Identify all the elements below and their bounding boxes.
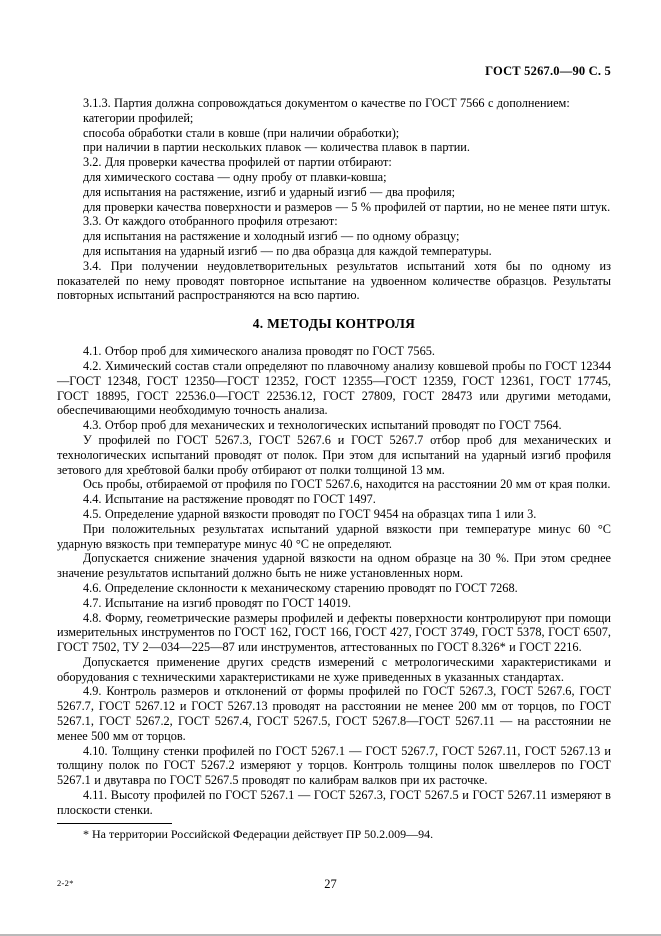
paragraph: 3.1.3. Партия должна сопровождаться документом о качестве по ГОСТ 7566 с дополнением: [83,96,570,110]
paragraph: 4.11. Высоту профилей по ГОСТ 5267.1 — ГОСТ 5267.3, ГОСТ 5267.5 и ГОСТ 5267.11 измеряют в плоскости стенки. [57,788,611,817]
paragraph: Ось пробы, отбираемой от профиля по ГОСТ 5267.6, находится на расстоянии 20 мм от края полки. [83,477,611,492]
paragraph: Допускается применение других средств измерений с метрологическими характеристиками и оборудования с техническими характеристиками не хуже приведенных в указанных стандартах. [57,654,611,684]
paragraph: 4.10. Толщину стенки профилей по ГОСТ 5267.1 — ГОСТ 5267.7, ГОСТ 5267.11, ГОСТ 5267.13 и толщину полок по ГОСТ 5267.2 измеряют у торцов. Контроль толщины полок швеллеров по ГОСТ 5267.1 и двутавра по ГОСТ 5267.5 проводят по калибрам валков при их расточке. [57,743,611,788]
paragraph: 4.8. Форму, геометрические размеры профилей и дефекты поверхности контролируют при помощи измерительных инструментов по ГОСТ 162, ГОСТ 166, ГОСТ 427, ГОСТ 3749, ГОСТ 5378, ГОСТ 6507, ГОСТ 7502, ТУ 2—034—225—87 или инструментов, аттестованных по ГОСТ 8.326* и ГОСТ 2216. [57,610,611,655]
paragraph: 4.2. Химический состав стали определяют по плавочному анализу ковшевой пробы по ГОСТ 12344—ГОСТ 12348, ГОСТ 12350—ГОСТ 12352, ГОСТ 12355—ГОСТ 12359, ГОСТ 12361, ГОСТ 17745, ГОСТ 18895, ГОСТ 22536.0—ГОСТ 22536.12, ГОСТ 27809, ГОСТ 28473 или другими методами, обеспечивающими необходимую точность анализа. [57,358,611,418]
paragraph: Допускается снижение значения ударной вязкости на одном образце на 30 %. При этом среднее значение результатов испытаний должно быть не ниже установленных норм. [57,551,611,581]
paragraph: У профилей по ГОСТ 5267.3, ГОСТ 5267.6 и ГОСТ 5267.7 отбор проб для механических и технологических испытаний проводят от полок. При этом для испытаний на ударный изгиб профиля зетового для хребтовой балки пробу отбирают от полки толщиной 13 мм. [57,432,611,477]
paragraph: 3.2. Для проверки качества профилей от партии отбирают: [83,155,392,170]
paragraph: 3.3. От каждого отобранного профиля отрезают: [83,214,338,229]
paragraph: 4.4. Испытание на растяжение проводят по ГОСТ 1497. [83,492,376,507]
footer-edition-mark: 2-2* [57,878,74,888]
page-number: 27 [324,877,337,891]
section-4-paragraphs [57,344,611,818]
doc-header: ГОСТ 5267.0—90 С. 5 [485,64,611,78]
paragraph: для испытания на ударный изгиб — по два образца для каждой температуры. [83,243,492,258]
footnote-rule [57,823,172,824]
paragraph: для испытания на растяжение, изгиб и ударный изгиб — два профиля; [83,184,456,199]
paragraph: категории профилей; [83,110,194,125]
paragraph: для химического состава — одну пробу от плавки-ковша; [83,169,387,184]
paragraph: 4.5. Определение ударной вязкости проводят по ГОСТ 9454 на образцах типа 1 или 3. [83,506,537,521]
paragraph: 4.7. Испытание на изгиб проводят по ГОСТ 14019. [83,595,351,610]
paragraph: 4.1. Отбор проб для химического анализа проводят по ГОСТ 7565. [83,344,435,359]
paragraph: для проверки качества поверхности и размеров — 5 % профилей от партии, но не менее пяти штук. [83,199,611,214]
paragraph: способа обработки стали в ковше (при наличии обработки); [83,125,400,140]
footnote-block [57,823,611,841]
paragraph: При положительных результатах испытаний ударной вязкости при температуре минус 60 °С ударную вязкость при температуре минус 40 °С не определяют. [57,521,611,551]
paragraph: 4.6. Определение склонности к механическому старению проводят по ГОСТ 7268. [83,580,518,595]
paragraph: при наличии в партии нескольких плавок — количества плавок в партии. [83,140,470,155]
section-heading: 4. МЕТОДЫ КОНТРОЛЯ [252,316,416,332]
paragraph: 3.4. При получении неудовлетворительных результатов испытаний хотя бы по одному из показателей по нему проводят повторное испытание на удвоенном количестве образцов. Результаты повторных испытаний распространяются на всю партию. [57,258,611,303]
section-3-paragraphs [57,96,611,303]
paragraph: 4.3. Отбор проб для механических и технологических испытаний проводят по ГОСТ 7564. [83,418,562,433]
paragraph: 4.9. Контроль размеров и отклонений от формы профилей по ГОСТ 5267.3, ГОСТ 5267.6, ГОСТ 5267.7, ГОСТ 5267.12 и ГОСТ 5267.13 проводят на расстоянии не менее 200 мм от торцов, по ГОСТ 5267.1, ГОСТ 5267.2, ГОСТ 5267.4, ГОСТ 5267.5, ГОСТ 5267.8—ГОСТ 5267.11 — на расстоянии не менее 500 мм от торцов. [57,684,611,743]
paragraph: для испытания на растяжение и холодный изгиб — по одному образцу; [83,229,460,244]
footnote-text: * На территории Российской Федерации действует ПР 50.2.009—94. [83,826,434,841]
